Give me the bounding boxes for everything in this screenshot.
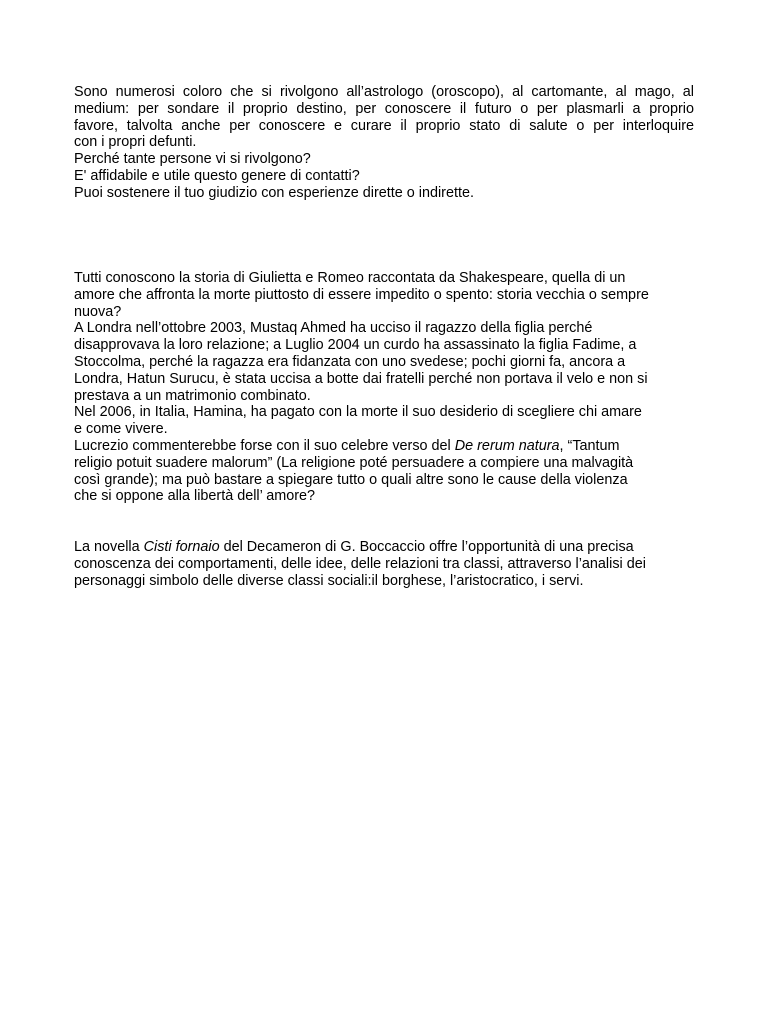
text-line: medium: per sondare il proprio destino, per conoscere il futuro o per plasmarli a proprio bbox=[74, 100, 694, 117]
text-line: amore che affronta la morte piuttosto di essere impedito o spento: storia vecchia o sempre bbox=[74, 286, 649, 303]
text-line: che si oppone alla libertà dell’ amore? bbox=[74, 488, 316, 505]
text-line: Stoccolma, perché la ragazza era fidanzata con uno svedese; pochi giorni fa, ancora a bbox=[74, 353, 626, 370]
text-line: A Londra nell’ottobre 2003, Mustaq Ahmed ha ucciso il ragazzo della figlia perché bbox=[74, 320, 593, 337]
paragraph-astrologer-prompt bbox=[74, 84, 694, 202]
text-line bbox=[74, 539, 694, 556]
text-line: così grande); ma può bastare a spiegare tutto o quali altre sono le cause della violenza bbox=[74, 471, 628, 488]
text-line: Puoi sostenere il tuo giudizio con esperienze dirette o indirette. bbox=[74, 184, 474, 201]
text-line: Sono numerosi coloro che si rivolgono all’astrologo (oroscopo), al cartomante, al mago, al bbox=[74, 84, 694, 100]
text-run: La novella bbox=[74, 539, 144, 555]
text-line: con i propri defunti. bbox=[74, 134, 197, 151]
text-line: conoscenza dei comportamenti, delle idee, delle relazioni tra classi, attraverso l’analisi dei bbox=[74, 555, 646, 572]
text-run: del Decameron di G. Boccaccio offre l’opportunità di una precisa bbox=[219, 539, 634, 555]
text-line bbox=[74, 438, 694, 455]
text-line: religio potuit suadere malorum” (La religione poté persuadere a compiere una malvagità bbox=[74, 454, 634, 471]
paragraph-love-violence-prompt bbox=[74, 270, 694, 505]
text-run: Lucrezio commenterebbe forse con il suo celebre verso del bbox=[74, 437, 455, 454]
text-line: Tutti conoscono la storia di Giulietta e Romeo raccontata da Shakespeare, quella di un bbox=[74, 270, 626, 286]
italic-title-cisti-fornaio: Cisti fornaio bbox=[143, 539, 220, 555]
text-line: nuova? bbox=[74, 303, 122, 320]
text-line: Londra, Hatun Surucu, è stata uccisa a botte dai fratelli perché non portava il velo e non si bbox=[74, 370, 648, 387]
text-line: disapprovava la loro relazione; a Luglio 2004 un curdo ha assassinato la figlia Fadime, a bbox=[74, 337, 637, 354]
italic-title-de-rerum-natura: De rerum natura bbox=[454, 437, 560, 454]
text-line: favore, talvolta anche per conoscere e curare il proprio stato di salute o per interloquire bbox=[74, 117, 694, 134]
text-line: Perché tante persone vi si rivolgono? bbox=[74, 151, 311, 168]
text-line: E' affidabile e utile questo genere di contatti? bbox=[74, 167, 360, 184]
text-line: Nel 2006, in Italia, Hamina, ha pagato con la morte il suo desiderio di scegliere chi amare bbox=[74, 404, 642, 421]
text-line: prestava a un matrimonio combinato. bbox=[74, 387, 311, 404]
text-line: e come vivere. bbox=[74, 421, 168, 438]
text-run: , “Tantum bbox=[559, 437, 620, 454]
text-line: personaggi simbolo delle diverse classi sociali:il borghese, l’aristocratico, i servi. bbox=[74, 572, 584, 589]
paragraph-boccaccio-prompt bbox=[74, 539, 694, 589]
